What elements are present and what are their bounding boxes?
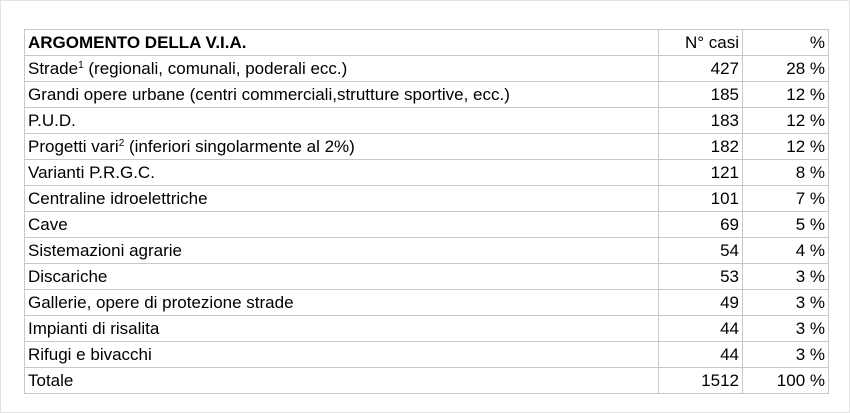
total-casi: 1512 xyxy=(659,368,743,394)
row-label: Rifugi e bivacchi xyxy=(28,344,152,364)
via-table-body xyxy=(25,30,829,394)
row-pct: 5 % xyxy=(743,212,829,238)
table-total-row xyxy=(25,368,829,394)
table-row xyxy=(25,56,829,82)
row-label: Gallerie, opere di protezione strade xyxy=(28,292,294,312)
row-label: P.U.D. xyxy=(28,110,76,130)
row-pct: 12 % xyxy=(743,82,829,108)
table-row xyxy=(25,108,829,134)
row-label: Grandi opere urbane (centri commerciali,strutture sportive, ecc.) xyxy=(28,84,510,104)
table-row xyxy=(25,264,829,290)
row-label: Strade xyxy=(28,58,79,78)
row-argomento xyxy=(25,186,659,212)
row-argomento xyxy=(25,56,659,82)
footnote-marker: 2 xyxy=(118,137,125,149)
row-argomento xyxy=(25,316,659,342)
row-pct: 3 % xyxy=(743,316,829,342)
row-pct: 7 % xyxy=(743,186,829,212)
row-casi: 121 xyxy=(659,160,743,186)
row-label: Progetti vari xyxy=(28,136,119,156)
row-casi: 182 xyxy=(659,134,743,160)
row-casi: 183 xyxy=(659,108,743,134)
row-label: Varianti P.R.G.C. xyxy=(28,162,155,182)
table-row xyxy=(25,160,829,186)
table-row xyxy=(25,238,829,264)
row-casi: 44 xyxy=(659,316,743,342)
header-argomento: ARGOMENTO DELLA V.I.A. xyxy=(25,30,659,56)
row-argomento xyxy=(25,212,659,238)
via-table xyxy=(24,29,829,394)
row-argomento xyxy=(25,82,659,108)
row-label: Sistemazioni agrarie xyxy=(28,240,183,260)
row-casi: 185 xyxy=(659,82,743,108)
table-row xyxy=(25,290,829,316)
footnote-marker: 1 xyxy=(78,59,84,71)
table-row xyxy=(25,316,829,342)
row-pct: 3 % xyxy=(743,290,829,316)
row-label-detail: (regionali, comunali, poderali ecc.) xyxy=(83,58,348,78)
row-argomento xyxy=(25,160,659,186)
row-pct: 12 % xyxy=(743,108,829,134)
row-pct: 3 % xyxy=(743,264,829,290)
table-row xyxy=(25,134,829,160)
row-label: Impianti di risalita xyxy=(28,318,160,338)
row-argomento xyxy=(25,134,659,160)
table-header-row xyxy=(25,30,829,56)
row-casi: 54 xyxy=(659,238,743,264)
row-pct: 12 % xyxy=(743,134,829,160)
table-row xyxy=(25,342,829,368)
row-argomento xyxy=(25,342,659,368)
table-row xyxy=(25,212,829,238)
table-row xyxy=(25,186,829,212)
row-argomento xyxy=(25,238,659,264)
table-row xyxy=(25,82,829,108)
row-pct: 28 % xyxy=(743,56,829,82)
row-argomento xyxy=(25,108,659,134)
row-casi: 101 xyxy=(659,186,743,212)
header-pct: % xyxy=(743,30,829,56)
row-argomento xyxy=(25,290,659,316)
total-label: Totale xyxy=(25,368,659,394)
row-casi: 53 xyxy=(659,264,743,290)
row-label: Centraline idroelettriche xyxy=(28,188,208,208)
row-pct: 4 % xyxy=(743,238,829,264)
row-label: Cave xyxy=(28,214,68,234)
row-casi: 49 xyxy=(659,290,743,316)
row-label-detail: (inferiori singolarmente al 2%) xyxy=(124,136,355,156)
total-pct: 100 % xyxy=(743,368,829,394)
row-argomento xyxy=(25,264,659,290)
row-label: Discariche xyxy=(28,266,108,286)
header-casi: N° casi xyxy=(659,30,743,56)
row-pct: 3 % xyxy=(743,342,829,368)
row-casi: 427 xyxy=(659,56,743,82)
row-casi: 44 xyxy=(659,342,743,368)
row-casi: 69 xyxy=(659,212,743,238)
row-pct: 8 % xyxy=(743,160,829,186)
